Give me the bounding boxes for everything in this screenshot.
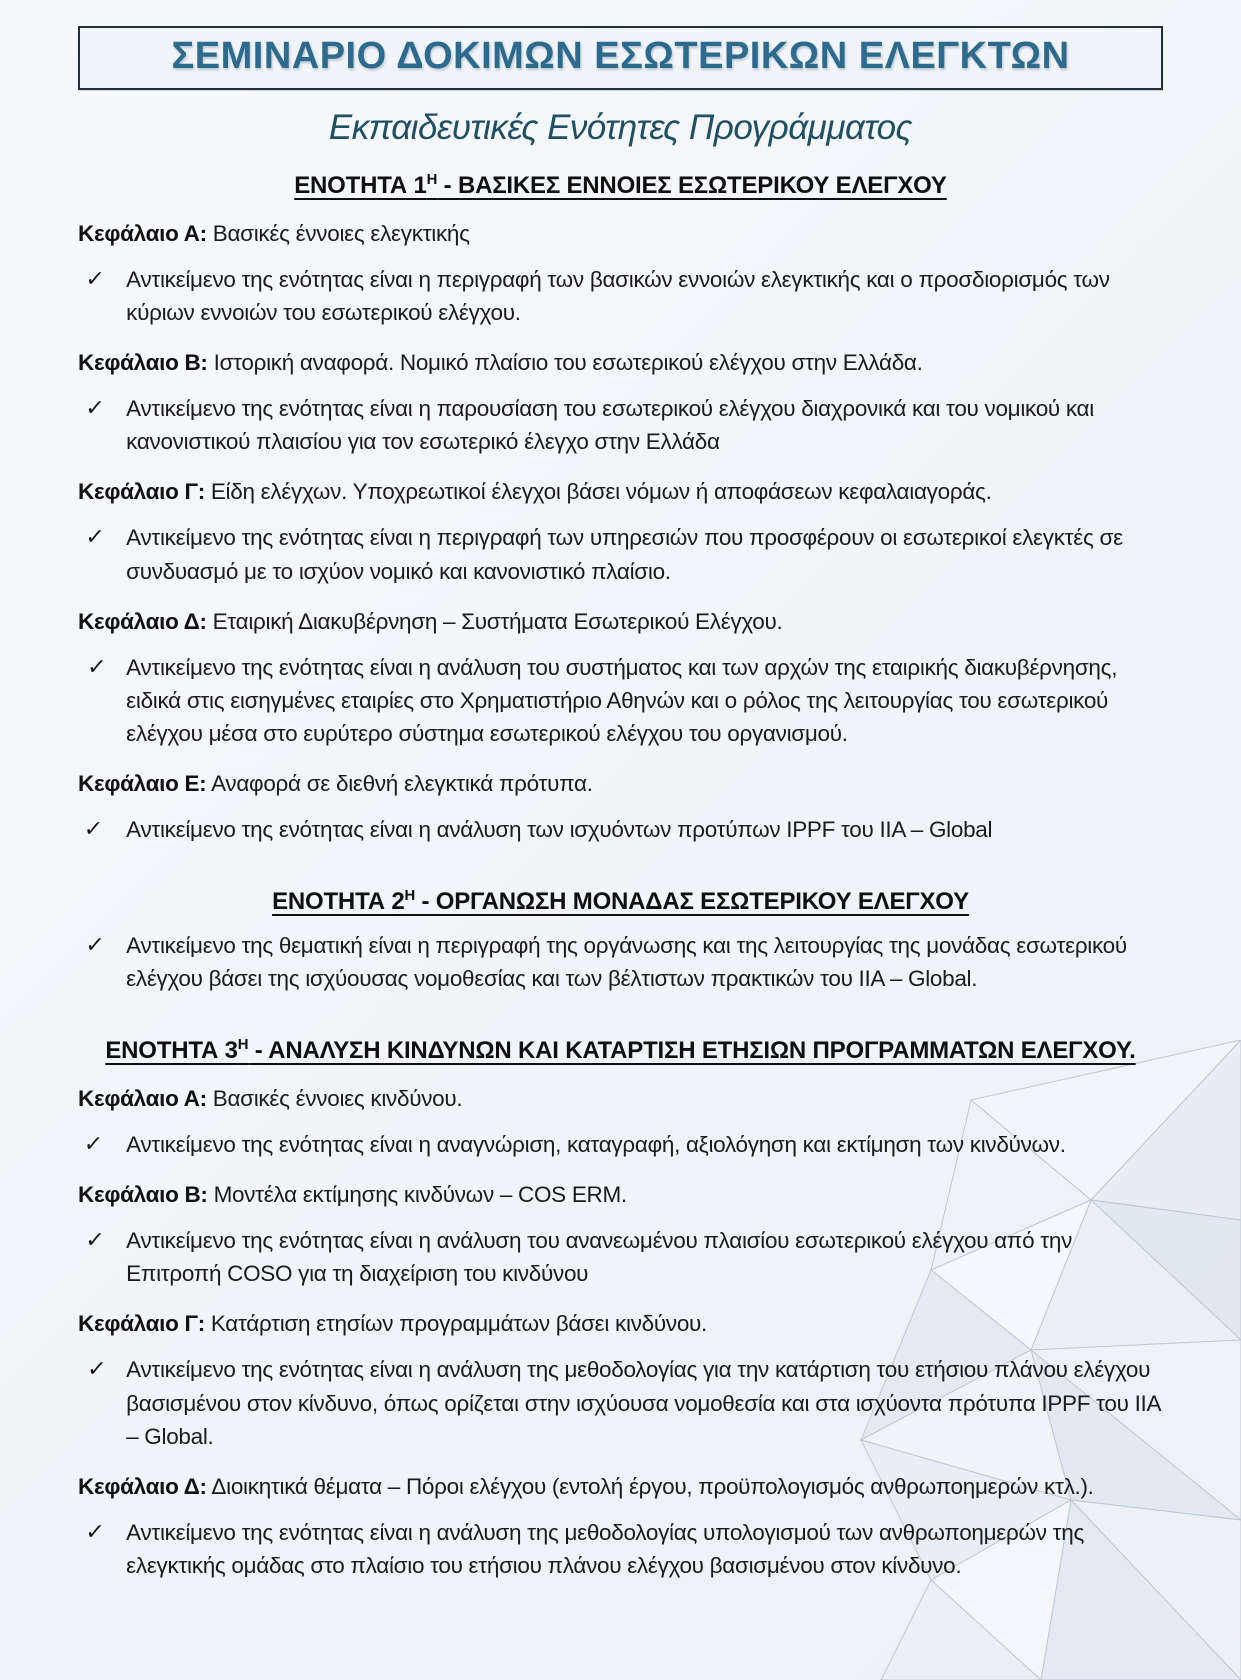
chapter-text: Ιστορική αναφορά. Νομικό πλαίσιο του εσωτερικού ελέγχου στην Ελλάδα. [207,350,923,376]
chapter-label: Κεφάλαιο Γ: [78,1311,205,1337]
section-2-heading-prefix: ΕΝΟΤΗΤΑ 2 [272,887,405,915]
bullet-text: Αντικείμενο της θεματική είναι η περιγραφή της οργάνωσης και της λειτουργίας της μονάδας εσωτερικού ελέγχου βάσει της ισχύουσας νομοθεσίας και των βέλτιστων πρακτικών του IIA – Global. [126,932,1127,991]
bullet-item [78,929,1163,995]
chapter-text: Είδη ελέγχων. Υποχρεωτικοί έλεγχοι βάσει νόμων ή αποφάσεων κεφαλαιαγοράς. [204,479,992,505]
bullet-item [78,651,1163,750]
bullet-text: Αντικείμενο της ενότητας είναι η ανάλυση της μεθοδολογίας υπολογισμού των ανθρωποημερών της ελεγκτικής ομάδας στο πλαίσιο του ετήσιου πλάνου ελέγχου βασισμένου στον κίνδυνο. [126,1519,1085,1578]
section-3-heading [78,1037,1163,1065]
section-1-heading-prefix: ΕΝΟΤΗΤΑ 1 [294,172,427,199]
bullet-item [78,813,1163,846]
chapter-text: Βασικές έννοιες ελεγκτικής [206,221,470,246]
chapter-heading [78,767,1163,800]
checkmark-icon: ✓ [82,1131,104,1157]
page [0,26,1241,1680]
chapter-label: Κεφάλαιο Ε: [78,770,207,796]
checkmark-icon: ✓ [84,931,106,957]
checkmark-icon: ✓ [82,815,104,841]
chapter-label: Κεφάλαιο Β: [78,350,208,376]
section-2-heading [78,888,1163,916]
bullet-item [78,1128,1163,1161]
bullet-text: Αντικείμενο της ενότητας είναι η ανάλυση της μεθοδολογίας για την κατάρτιση του ετήσιου πλάνου ελέγχου βασισμένου στον κίνδυνο, όπως ορίζεται στην ισχύουσα νομοθεσία και στα ισχύοντα πρότυπα IPPF του IIA – Global. [126,1357,1160,1449]
checkmark-icon: ✓ [84,524,106,550]
chapter-heading [78,346,1163,379]
bullet-item [78,1516,1163,1582]
chapter-label: Κεφάλαιο Δ: [78,608,207,634]
chapter-label: Κεφάλαιο Β: [78,1182,208,1208]
bullet-text: Αντικείμενο της ενότητας είναι η παρουσίαση του εσωτερικού ελέγχου διαχρονικά και του νομικού και κανονιστικού πλαισίου για τον εσωτερικό έλεγχο στην Ελλάδα [126,396,1094,455]
section-2-heading-sup: Η [404,887,416,904]
chapter-text: Μοντέλα εκτίμησης κινδύνων – COS ERM. [207,1182,627,1208]
bullet-item [78,1353,1163,1452]
bullet-text: Αντικείμενο της ενότητας είναι η ανάλυση των ισχυόντων προτύπων IPPF του IIA – Global [126,816,993,842]
checkmark-icon: ✓ [84,395,106,421]
checkmark-icon: ✓ [84,1227,106,1253]
chapter-heading [78,1082,1163,1115]
chapter-heading [78,475,1163,508]
title-box [78,26,1163,90]
section-3-heading-rest: - ΑΝΑΛΥΣΗ ΚΙΝΔΥΝΩΝ ΚΑΙ ΚΑΤΑΡΤΙΣΗ ΕΤΗΣΙΩΝ ΠΡΟΓΡΑΜΜΑΤΩΝ ΕΛΕΓΧΟΥ. [248,1037,1136,1065]
section-1-heading-sup: Η [426,172,438,188]
chapter-label: Κεφάλαιο Α: [78,221,207,246]
bullet-text: Αντικείμενο της ενότητας είναι η περιγραφή των υπηρεσιών που προσφέρουν οι εσωτερικοί ελεγκτές σε συνδυασμό με το ισχύον νομικό και κανονιστικό πλαίσιο. [126,525,1123,584]
chapter-text: Εταιρική Διακυβέρνηση – Συστήματα Εσωτερικού Ελέγχου. [206,608,783,634]
bullet-text: Αντικείμενο της ενότητας είναι η περιγραφή των βασικών εννοιών ελεγκτικής και ο προσδιορισμός των κύριων εννοιών του εσωτερικού ελέγχου. [126,267,1110,326]
chapter-heading [78,605,1163,638]
bullet-item [78,1224,1163,1290]
chapter-heading [78,1307,1163,1340]
chapter-heading [78,1178,1163,1211]
bullet-item [78,392,1163,458]
bullet-text: Αντικείμενο της ενότητας είναι η ανάλυση του συστήματος και των αρχών της εταιρικής διακυβέρνησης, ειδικά στις εισηγμένες εταιρίες στο Χρηματιστήριο Αθηνών και ο ρόλος της λειτουργίας του εσωτερικού ελέγχου μέσα στο ευρύτερο σύστημα εσωτερικού ελέγχου του οργανισμού. [126,654,1118,746]
chapter-heading [78,1470,1163,1503]
document-content [0,26,1241,1582]
page-subtitle: Εκπαιδευτικές Ενότητες Προγράμματος [328,108,913,147]
section-1-heading-rest: - ΒΑΣΙΚΕΣ ΕΝΝΟΙΕΣ ΕΣΩΤΕΡΙΚΟΥ ΕΛΕΓΧΟΥ [437,172,947,199]
chapter-label: Κεφάλαιο Δ: [78,1473,207,1499]
chapter-text: Διοικητικά θέματα – Πόροι ελέγχου (εντολή έργου, προϋπολογισμός ανθρωποημερών κτλ.). [206,1473,1094,1499]
bullet-text: Αντικείμενο της ενότητας είναι η αναγνώριση, καταγραφή, αξιολόγηση και εκτίμηση των κινδύνων. [126,1132,1066,1158]
page-title: ΣΕΜΙΝΑΡΙΟ ΔΟΚΙΜΩΝ ΕΣΩΤΕΡΙΚΩΝ ΕΛΕΓΚΤΩΝ [171,35,1070,77]
checkmark-icon: ✓ [86,1356,108,1382]
bullet-item [78,263,1163,329]
checkmark-icon: ✓ [86,653,108,679]
chapter-label: Κεφάλαιο Γ: [78,479,205,505]
chapter-text: Κατάρτιση ετησίων προγραμμάτων βάσει κινδύνου. [204,1311,707,1337]
chapter-text: Αναφορά σε διεθνή ελεγκτικά πρότυπα. [206,770,593,796]
chapter-text: Βασικές έννοιες κινδύνου. [206,1086,463,1112]
section-3-heading-sup: Η [237,1037,249,1054]
chapter-label: Κεφάλαιο Α: [78,1086,207,1112]
section-1-heading [78,172,1163,200]
bullet-text: Αντικείμενο της ενότητας είναι η ανάλυση του ανανεωμένου πλαισίου εσωτερικού ελέγχου από την Επιτροπή COSO για τη διαχείριση του κινδύνου [126,1228,1073,1287]
section-2-heading-rest: - ΟΡΓΑΝΩΣΗ ΜΟΝΑΔΑΣ ΕΣΩΤΕΡΙΚΟΥ ΕΛΕΓΧΟΥ [415,887,969,915]
chapter-heading [78,217,1163,250]
checkmark-icon: ✓ [84,1518,106,1544]
bullet-item [78,521,1163,587]
section-3-heading-prefix: ΕΝΟΤΗΤΑ 3 [105,1037,238,1065]
checkmark-icon: ✓ [84,266,106,292]
